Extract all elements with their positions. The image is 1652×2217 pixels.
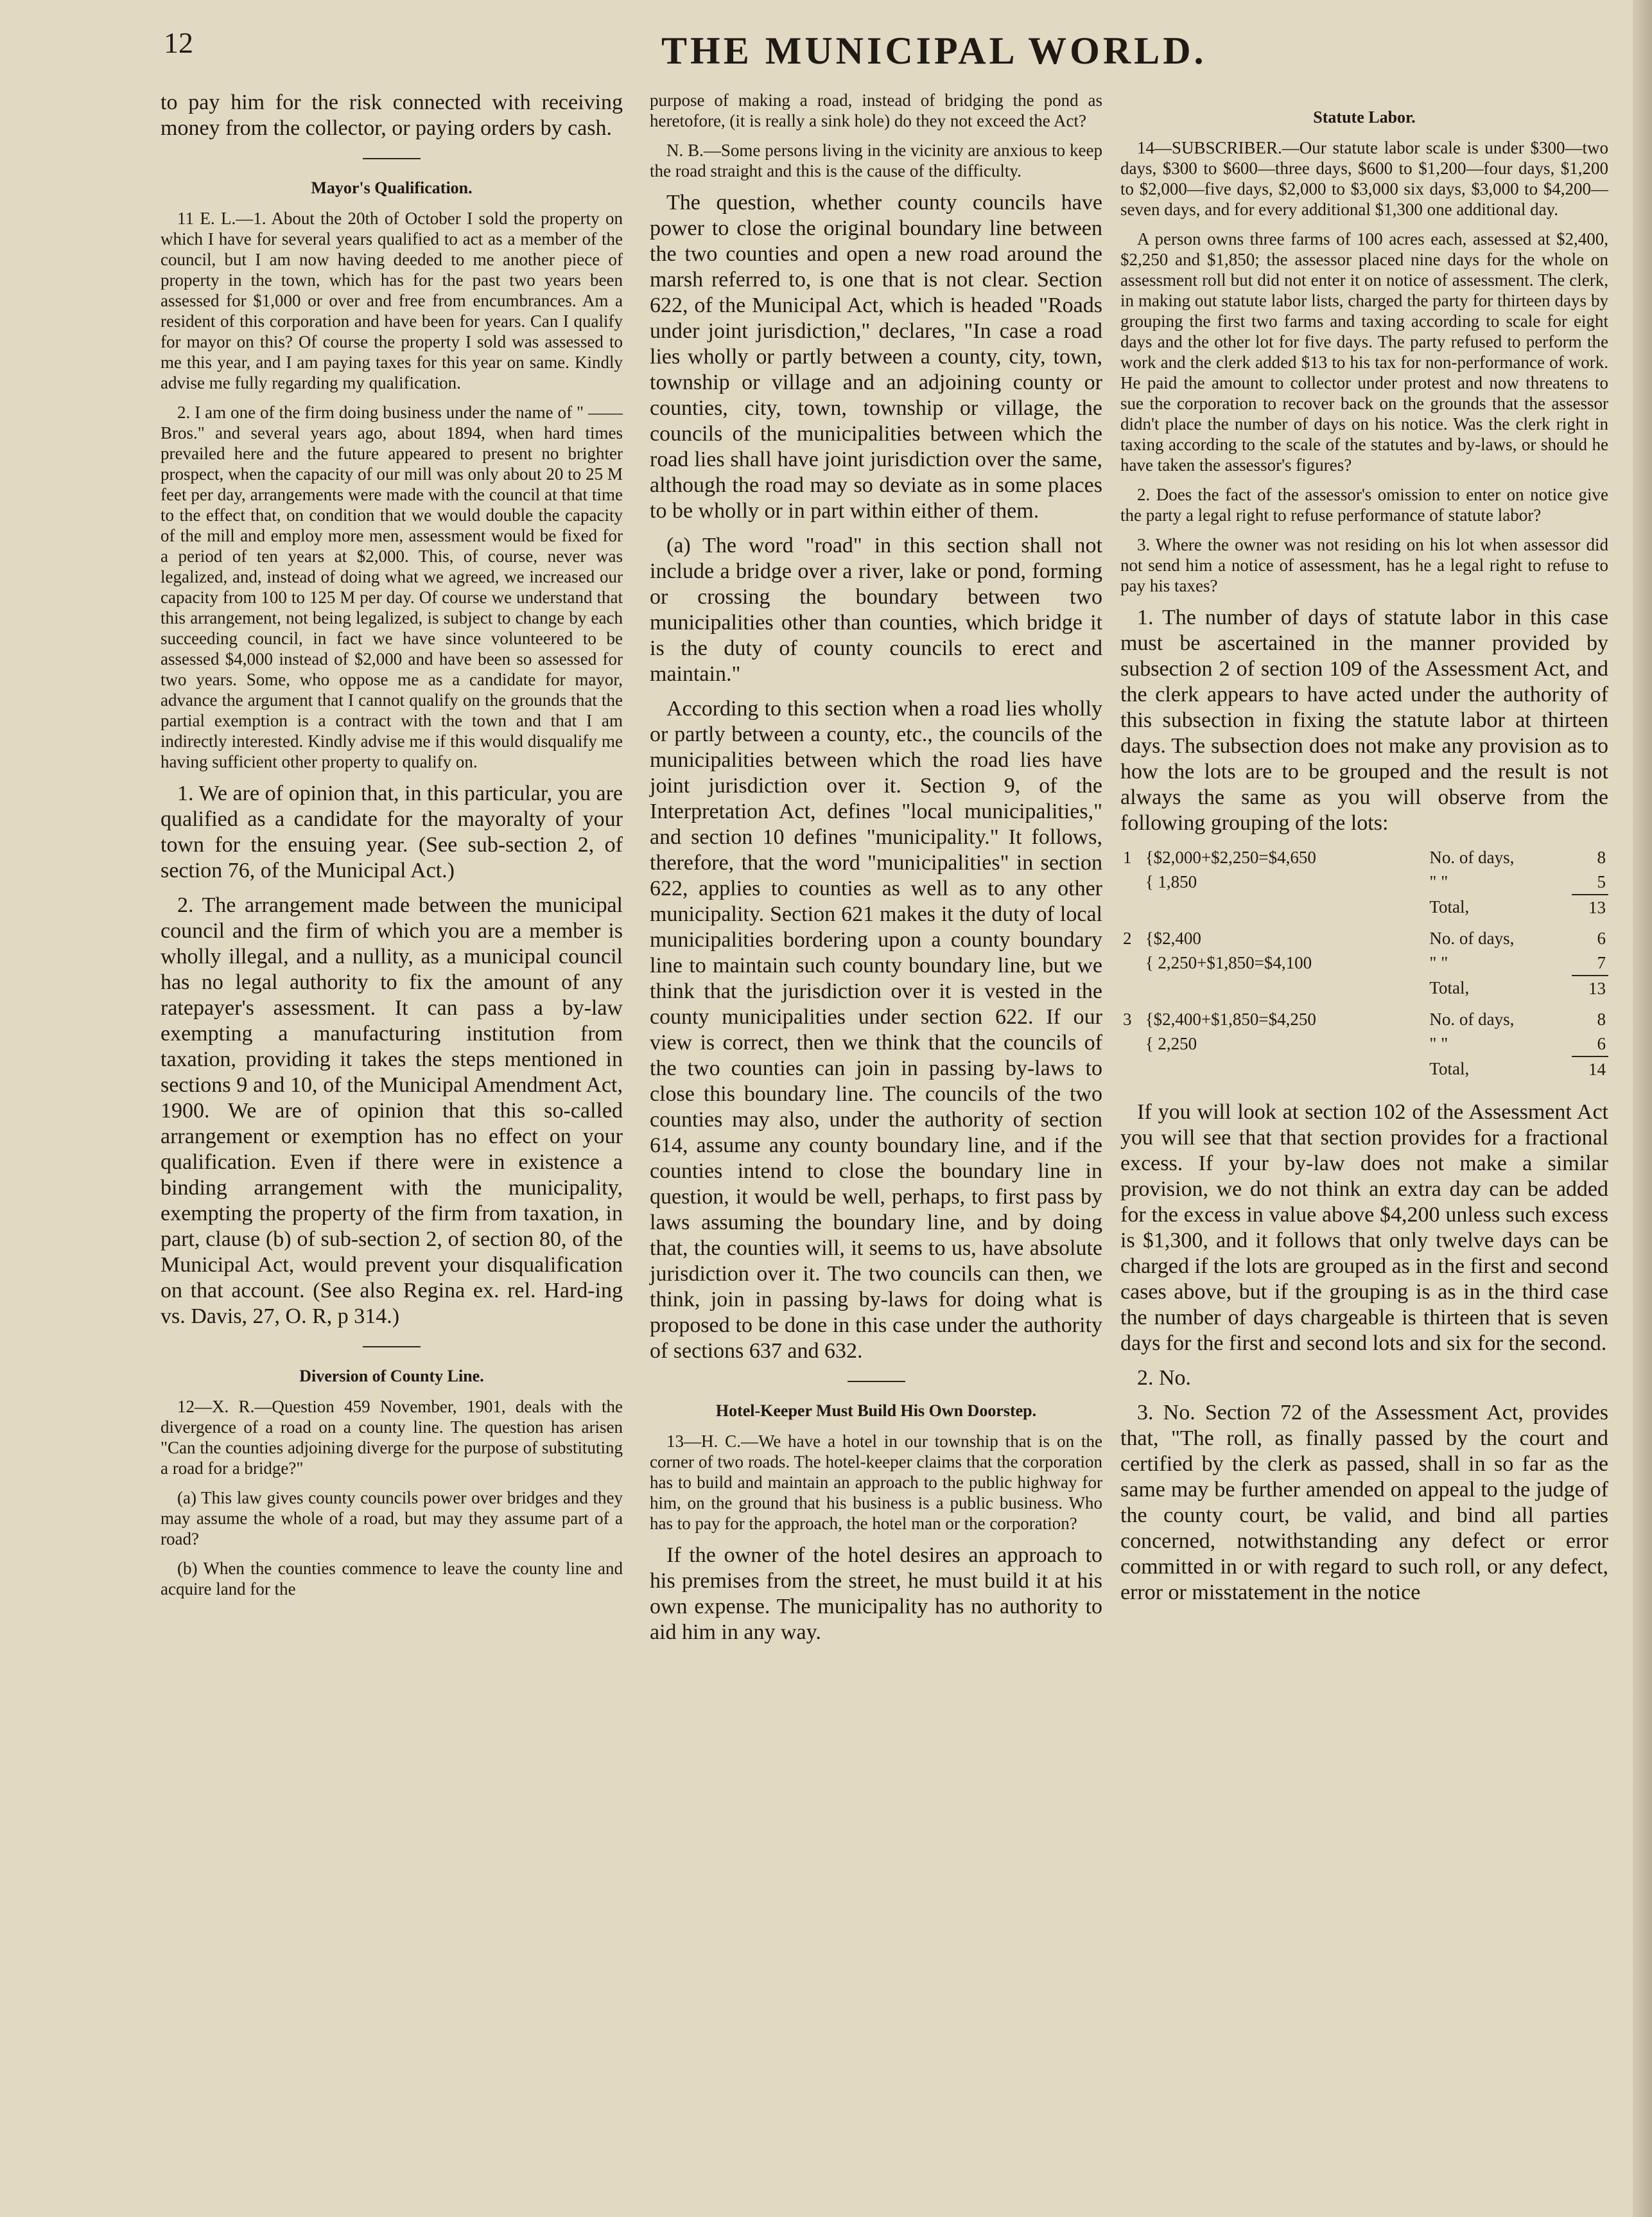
section-heading: Diversion of County Line. <box>299 1367 484 1385</box>
group-value: { 2,250+$1,850=$4,100 <box>1145 953 1312 972</box>
days-label: No. of days, <box>1429 929 1515 948</box>
days-label: No. of days, <box>1429 848 1515 867</box>
question-text: 14—SUBSCRIBER.—Our statute labor scale is under $300—two days, $300 to $600—three days, $600 to $1,200—four days, $1,200 to $2,000—five days, $2,000 to $3,000 six days, $3,000 to $4,200—seven days, and for every additional $1,300 one additional day. <box>1120 138 1608 219</box>
days-count: 6 <box>1597 1034 1606 1053</box>
group-value: {$2,000+$2,250=$4,650 <box>1145 848 1316 867</box>
total-label: Total, <box>1429 897 1470 916</box>
question-text: 12—X. R.—Question 459 November, 1901, deals with the divergence of a road on a county line. The question has arisen "Can the counties adjoining diverge for the purpose of substituting a road for a bridge?" <box>161 1397 623 1478</box>
column-2 <box>650 90 1102 1654</box>
total-days: 13 <box>1572 895 1608 926</box>
section-heading: Mayor's Qualification. <box>311 179 473 197</box>
question-text: 11 E. L.—1. About the 20th of October I sold the property on which I have for several years qualified to act as a member of the council, but I am now having deeded to me another piece of property in the town, which has for the past two years been assessed for $1,000 or over and free from encumbrances. Am a resident of this corporation and have been for years. Can I qualify for mayor on this? Of course the property I sold was assessed to me this year, and I am paying taxes for this year on same. Kindly advise me fully regarding my qualification. <box>161 209 623 392</box>
grouping-table <box>1120 845 1608 1088</box>
question-text: 13—H. C.—We have a hotel in our township that is on the corner of two roads. The hotel-keeper claims that the corporation has to build and maintain an approach to the public highway for him, on the ground that his business is a public business. Who has to pay for the approach, the hotel man or the corporation? <box>650 1432 1102 1533</box>
question-text: 3. Where the owner was not residing on his lot when assessor did not send him a notice of assessment, has he a legal right to refuse to pay his taxes? <box>1120 535 1608 595</box>
section-heading: Hotel-Keeper Must Build His Own Doorstep. <box>715 1401 1037 1420</box>
answer-text: 1. We are of opinion that, in this particular, you are qualified as a candidate for the mayoralty of your town for the ensuing year. (See sub-section 2, of section 76, of the Municipal Act.) <box>161 782 623 882</box>
days-count: 8 <box>1597 1010 1606 1029</box>
table-row <box>1120 1007 1608 1031</box>
answer-text: If the owner of the hotel desires an approach to his premises from the street, he must build it at his own expense. The municipality has no authority to aid him in any way. <box>650 1543 1102 1644</box>
grouping-3 <box>1120 1007 1608 1088</box>
group-value: { 1,850 <box>1145 872 1197 891</box>
total-row <box>1120 895 1608 926</box>
days-label: No. of days, <box>1429 1010 1515 1029</box>
question-text: 2. I am one of the firm doing business under the name of " —— Bros." and several years ago, about 1894, when hard times prevailed here and the future appeared to present no brighter prospect, when the capacity of our mill was only about 20 to 25 M feet per day, arrangements were made with the council at that time to the effect that, on condition that we would double the capacity of the mill and employ more men, assessment would be fixed for a period of ten years at $2,000. This, of course, never was legalized, and, instead of doing what we agreed, we increased our capacity from 100 to 125 M per day. Of course we understand that this arrangement, not being legalized, is subject to change by each succeeding council, in fact we have since volunteered to be assessed $4,000 instead of $2,000 and have been so assessed for two years. Some, who oppose me as a candidate for mayor, advance the argument that I cannot qualify on the grounds that the partial exemption is a contract with the town and that I am indirectly interested. Kindly advise me if this would disqualify me having sufficient other property to qualify on. <box>161 403 623 771</box>
answer-text: 2. The arrangement made between the municipal council and the firm of which you are a member is wholly illegal, and a nullity, as a municipal council has no legal authority to fix the amount of any ratepayer's assessment. It can pass a by-law exempting a manufacturing institution from taxation, providing it takes the steps mentioned in sections 9 and 10, of the Municipal Amendment Act, 1900. We are of opinion that this so-called arrangement or exemption has no effect on your qualification. Even if there were in existence a binding arrangement with the municipality, exempting the property of the firm from taxation, in part, clause (b) of sub-section 2, of section 80, of the Municipal Act, would prevent your disqualification on that account. (See also Regina ex. rel. Hard-ing vs. Davis, 27, O. R, p 314.) <box>161 893 623 1328</box>
answer-text: 1. The number of days of statute labor in this case must be ascertained in the manner provided by subsection 2 of section 109 of the Assessment Act, and the clerk appears to have acted under the authority of this subsection in fixing the statute labor at thirteen days. The subsection does not make any provision as to how the lots are to be grouped and the result is not always the same as you will observe from the following grouping of the lots: <box>1120 606 1608 835</box>
paragraph: to pay him for the risk connected with receiving money from the collector, or paying orders by cash. <box>161 91 623 140</box>
question-text: (b) When the counties commence to leave the county line and acquire land for the <box>161 1559 623 1599</box>
total-days: 13 <box>1572 976 1608 1007</box>
table-row <box>1120 845 1608 870</box>
table-row <box>1120 951 1608 976</box>
answer-text: (a) The word "road" in this section shall not include a bridge over a river, lake or pond, forming or crossing the boundary between two municipalities other than counties, which bridge it is the duty of county councils to erect and maintain." <box>650 534 1102 686</box>
answer-text: 3. No. Section 72 of the Assessment Act, provides that, "The roll, as finally passed by the court and certified by the clerk as passed, shall in so far as the same may be further amended on appeal to the judge of the county court, be valid, and bind all parties concerned, notwithstanding any defect or error committed in or with regard to such roll, or any defect, error or misstatement in the notice <box>1120 1401 1608 1604</box>
question-text: (a) This law gives county councils power over bridges and they may assume the whole of a road, but may they assume part of a road? <box>161 1488 623 1548</box>
divider <box>363 158 421 159</box>
group-number: 2 <box>1123 929 1132 948</box>
table-row <box>1120 870 1608 895</box>
answer-text: If you will look at section 102 of the Assessment Act you will see that that section provides for a fractional excess. If your by-law does not make a similar provision, we do not think an extra day can be added for the excess in value above $4,200 unless such excess is $1,300, and it follows that only twelve days can be charged if the lots are grouped as in the first and second cases above, but if the grouping is as in the third case the number of days chargeable is thirteen that is seven days for the first and second lots and six for the second. <box>1120 1100 1608 1355</box>
question-text: A person owns three farms of 100 acres each, assessed at $2,400, $2,250 and $1,850; the assessor placed nine days for the whole on assessment roll but did not enter it on notice of assessment. The clerk, in making out statute labor lists, charged the party for thirteen days by grouping the first two farms and taxing according to scale for eight days and the other lot for five days. The party refused to perform the work and the clerk added $13 to his tax for non-performance of work. He paid the amount to collector under protest and now threatens to sue the corporation to recover back on the grounds that the assessor didn't place the number of days on his notice. Was the clerk right in taxing according to the scale of the statutes and by-laws, or should he have taken the assessor's figures? <box>1120 229 1608 475</box>
group-number: 1 <box>1123 848 1132 867</box>
days-label: " " <box>1429 872 1448 891</box>
divider <box>848 1381 905 1382</box>
total-row <box>1120 976 1608 1007</box>
divider <box>363 1346 421 1347</box>
answer-text: The question, whether county councils have power to close the original boundary line between the two counties and open a new road around the marsh referred to, is one that is not clear. Section 622, of the Municipal Act, which is headed "Roads under joint jurisdiction," declares, "In case a road lies wholly or partly between a county, city, town, township or village and an adjoining county or counties, city, town, township or village, the councils of the municipalities between which the road lies shall have joint jurisdiction over the same, although the road may so deviate as in some places to be wholly or in part within either of them. <box>650 191 1102 523</box>
page-number: 12 <box>164 26 193 59</box>
table-row <box>1120 1031 1608 1056</box>
question-text: 2. Does the fact of the assessor's omission to enter on notice give the party a legal right to refuse performance of statute labor? <box>1120 485 1608 525</box>
page-gutter <box>1633 0 1652 2217</box>
question-text: N. B.—Some persons living in the vicinity are anxious to keep the road straight and this is the cause of the difficulty. <box>650 141 1102 180</box>
group-value: { 2,250 <box>1145 1034 1197 1053</box>
group-value: {$2,400 <box>1145 929 1201 948</box>
table-row <box>1120 926 1608 951</box>
section-heading: Statute Labor. <box>1313 108 1416 127</box>
answer-text: According to this section when a road lies wholly or partly between a county, etc., the councils of the municipalities between which the road lies have joint jurisdiction over it. Section 9, of the Interpretation Act, defines "local municipalities," and section 10 defines "municipality." It follows, therefore, that the word "municipalities" in section 622, applies to counties as well as to any other municipality. Section 621 makes it the duty of local municipalities bordering upon a county boundary line to maintain such county boundary line, but we think that the jurisdiction over it is vested in the county municipalities under section 622. If our view is correct, then we think that the councils of the two counties can join in passing by-laws to close this boundary line. The councils of the two counties may also, under the authority of section 614, assume any county boundary line, and if the counties intend to close the boundary line in question, it would be well, perhaps, to first pass by laws assuming the boundary line, and by doing that, the counties will, it seems to us, have absolute jurisdiction over it. The two councils can then, we think, join in passing by-laws for doing what is proposed to be done in this case under the authority of sections 637 and 632. <box>650 697 1102 1363</box>
days-label: " " <box>1429 1034 1448 1053</box>
grouping-1 <box>1120 845 1608 926</box>
days-label: " " <box>1429 953 1448 972</box>
days-count: 8 <box>1597 848 1606 867</box>
total-row <box>1120 1056 1608 1088</box>
total-label: Total, <box>1429 978 1470 997</box>
total-days: 14 <box>1572 1056 1608 1088</box>
days-count: 6 <box>1597 929 1606 948</box>
masthead-title: THE MUNICIPAL WORLD. <box>661 30 1207 72</box>
total-label: Total, <box>1429 1059 1470 1078</box>
grouping-2 <box>1120 926 1608 1007</box>
column-1 <box>161 90 623 1608</box>
days-count: 7 <box>1597 953 1606 972</box>
column-3 <box>1120 90 1608 1615</box>
group-value: {$2,400+$1,850=$4,250 <box>1145 1010 1316 1029</box>
question-text: purpose of making a road, instead of bridging the pond as heretofore, (it is really a sink hole) do they not exceed the Act? <box>650 91 1102 130</box>
group-number: 3 <box>1123 1010 1132 1029</box>
answer-text: 2. No. <box>1137 1366 1192 1390</box>
days-count: 5 <box>1597 872 1606 891</box>
